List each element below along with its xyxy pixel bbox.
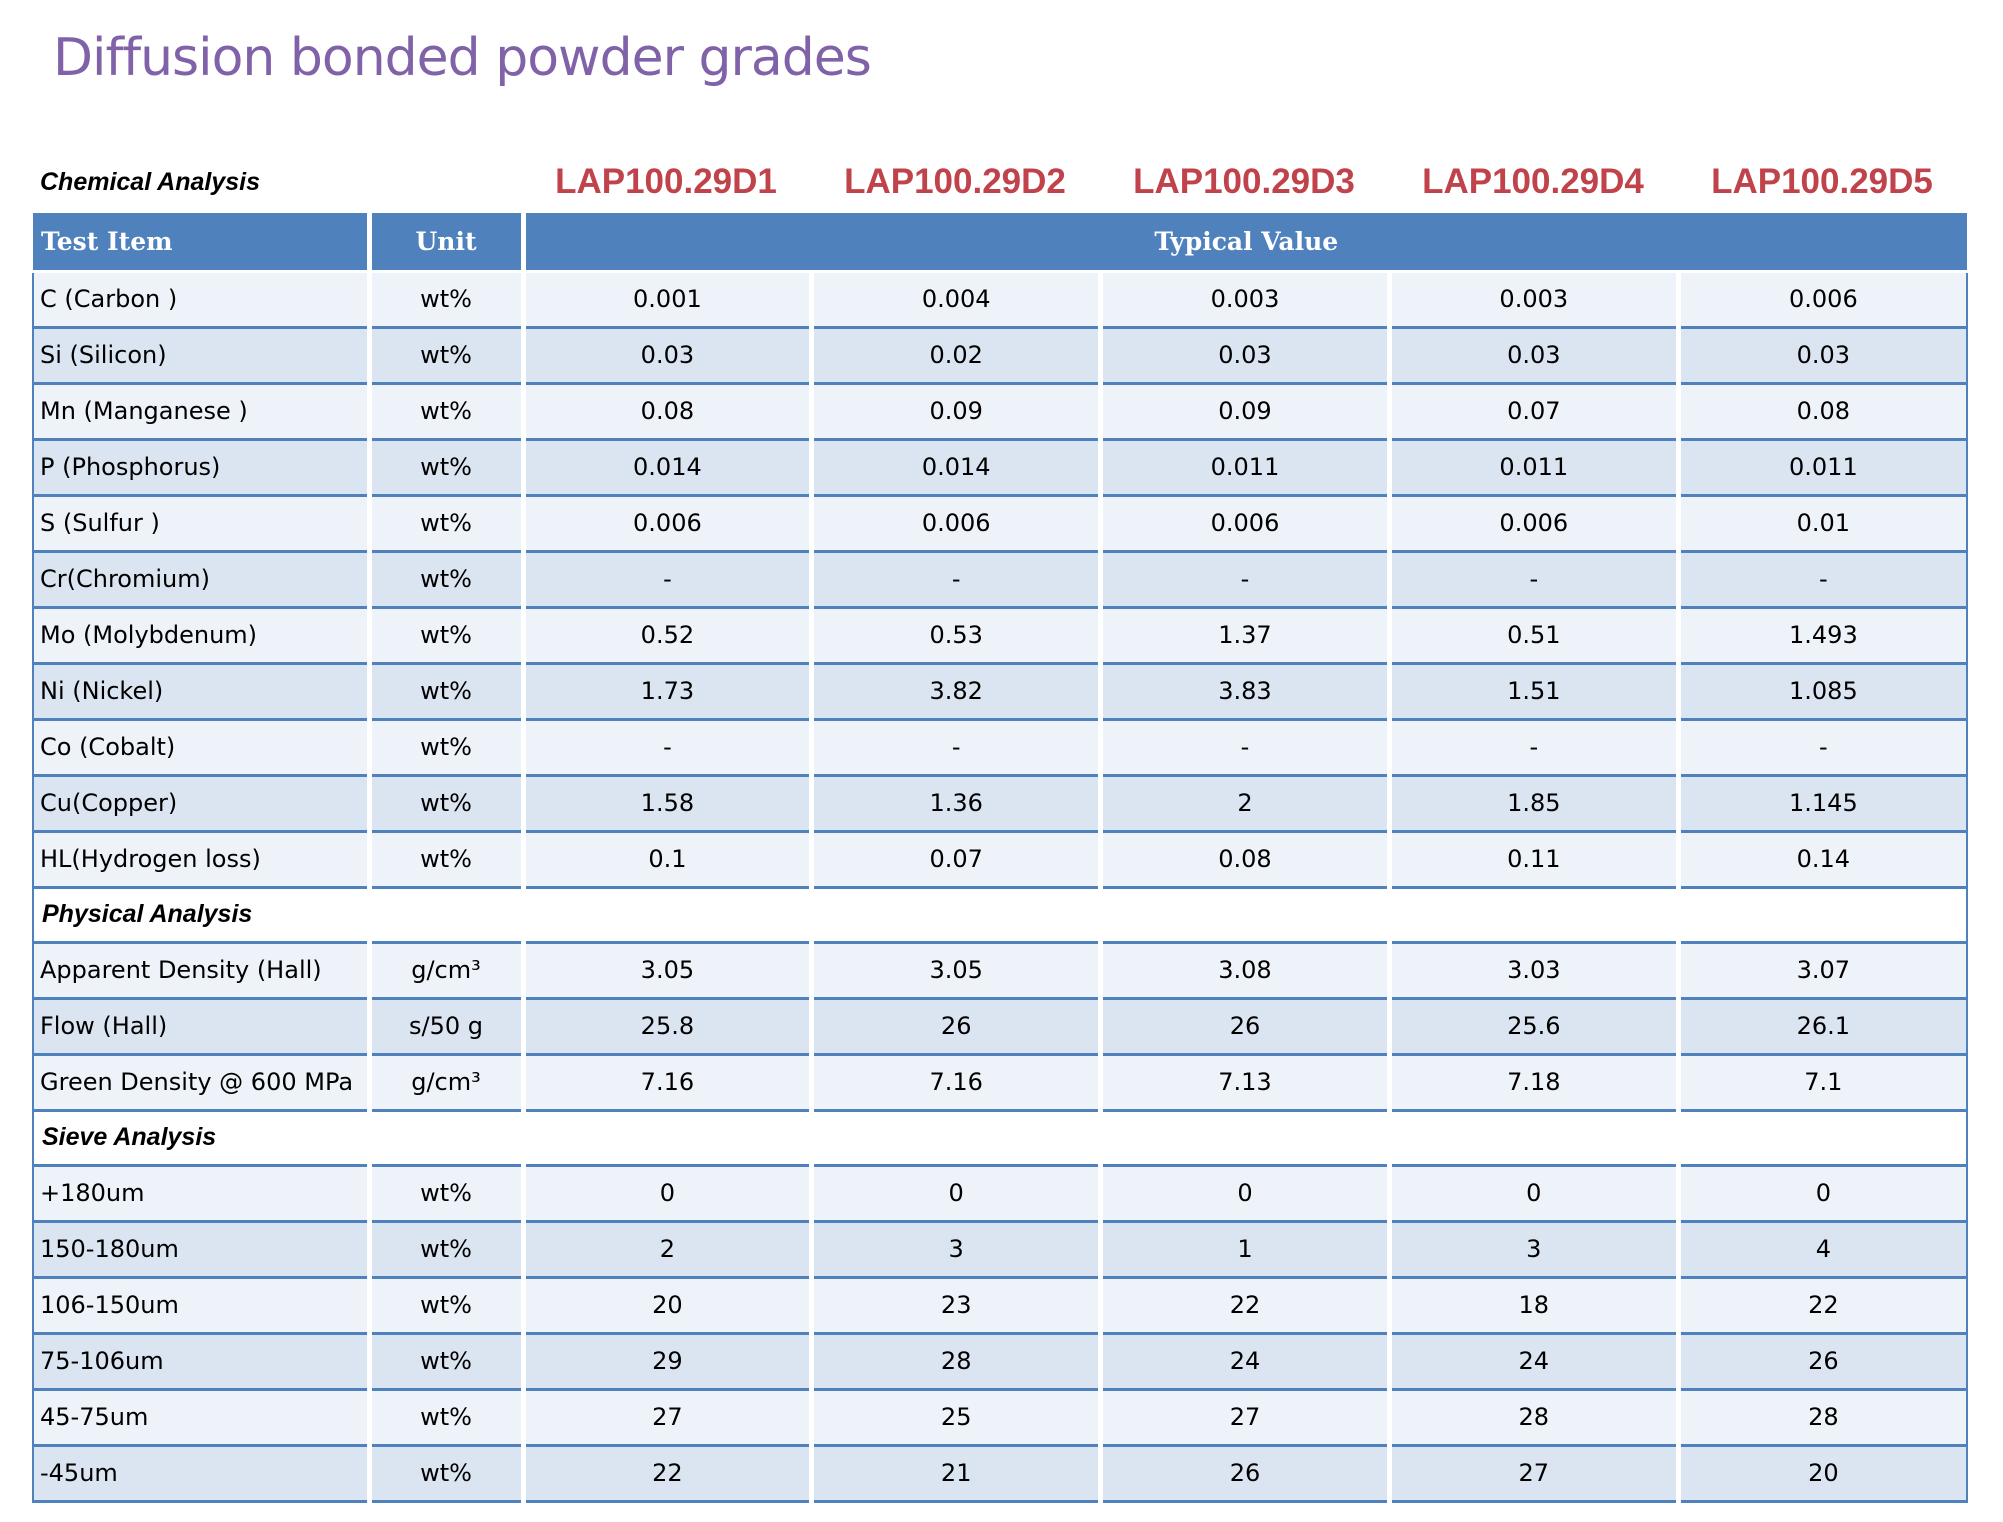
value-cell-d5: 1.493 — [1678, 607, 1967, 663]
value-cell-d1: 2 — [523, 1221, 812, 1277]
value-cell-d3: 0 — [1101, 1165, 1390, 1221]
test-item-cell: Green Density @ 600 MPa — [33, 1054, 369, 1110]
value-cell-d2: 25 — [812, 1389, 1101, 1445]
value-cell-d2: 0.53 — [812, 607, 1101, 663]
value-cell-d5: 20 — [1678, 1445, 1967, 1501]
value-cell-d5: 22 — [1678, 1277, 1967, 1333]
test-item-cell: Flow (Hall) — [33, 998, 369, 1054]
value-cell-d3: 0.08 — [1101, 831, 1390, 887]
value-cell-d4: 1.85 — [1389, 775, 1678, 831]
value-cell-d3: - — [1101, 551, 1390, 607]
data-table-container — [32, 213, 1966, 1503]
powder-grades-table — [32, 213, 1968, 1503]
value-cell-d1: 1.58 — [523, 775, 812, 831]
value-cell-d1: 20 — [523, 1277, 812, 1333]
value-cell-d1: 1.73 — [523, 663, 812, 719]
table-row — [33, 551, 1967, 607]
value-cell-d1: 29 — [523, 1333, 812, 1389]
value-cell-d4: 0.006 — [1389, 495, 1678, 551]
value-cell-d4: 3.03 — [1389, 942, 1678, 998]
value-cell-d3: 0.09 — [1101, 383, 1390, 439]
grade-header-d2: LAP100.29D2 — [844, 162, 1066, 201]
value-cell-d1: 0.08 — [523, 383, 812, 439]
value-cell-d4: 0.11 — [1389, 831, 1678, 887]
unit-cell: wt% — [369, 271, 523, 327]
value-cell-d4: 27 — [1389, 1445, 1678, 1501]
table-row — [33, 1054, 1967, 1110]
value-cell-d2: 23 — [812, 1277, 1101, 1333]
header-unit: Unit — [369, 213, 523, 271]
value-cell-d3: 0.011 — [1101, 439, 1390, 495]
table-row — [33, 327, 1967, 383]
value-cell-d4: 24 — [1389, 1333, 1678, 1389]
value-cell-d4: - — [1389, 719, 1678, 775]
value-cell-d2: 0.07 — [812, 831, 1101, 887]
test-item-cell: HL(Hydrogen loss) — [33, 831, 369, 887]
value-cell-d3: 0.006 — [1101, 495, 1390, 551]
unit-cell: wt% — [369, 495, 523, 551]
test-item-cell: 106-150um — [33, 1277, 369, 1333]
table-row — [33, 719, 1967, 775]
table-row — [33, 439, 1967, 495]
value-cell-d3: 0.003 — [1101, 271, 1390, 327]
unit-cell: g/cm³ — [369, 942, 523, 998]
table-row — [33, 775, 1967, 831]
value-cell-d1: 0.001 — [523, 271, 812, 327]
value-cell-d2: 21 — [812, 1445, 1101, 1501]
value-cell-d4: - — [1389, 551, 1678, 607]
value-cell-d5: 1.085 — [1678, 663, 1967, 719]
value-cell-d3: 24 — [1101, 1333, 1390, 1389]
value-cell-d3: 1.37 — [1101, 607, 1390, 663]
value-cell-d3: 3.83 — [1101, 663, 1390, 719]
unit-cell: s/50 g — [369, 998, 523, 1054]
value-cell-d1: 22 — [523, 1445, 812, 1501]
value-cell-d1: 27 — [523, 1389, 812, 1445]
value-cell-d2: 7.16 — [812, 1054, 1101, 1110]
test-item-cell: 45-75um — [33, 1389, 369, 1445]
value-cell-d2: 0.014 — [812, 439, 1101, 495]
value-cell-d5: 3.07 — [1678, 942, 1967, 998]
value-cell-d4: 28 — [1389, 1389, 1678, 1445]
value-cell-d3: 1 — [1101, 1221, 1390, 1277]
value-cell-d2: 0.02 — [812, 327, 1101, 383]
value-cell-d2: 0.09 — [812, 383, 1101, 439]
value-cell-d2: - — [812, 719, 1101, 775]
unit-cell: wt% — [369, 551, 523, 607]
value-cell-d4: 0.011 — [1389, 439, 1678, 495]
table-body — [33, 271, 1967, 1501]
value-cell-d3: - — [1101, 719, 1390, 775]
unit-cell: g/cm³ — [369, 1054, 523, 1110]
value-cell-d2: 0 — [812, 1165, 1101, 1221]
grade-header-d5: LAP100.29D5 — [1711, 162, 1933, 201]
value-cell-d1: - — [523, 719, 812, 775]
value-cell-d3: 26 — [1101, 998, 1390, 1054]
value-cell-d4: 18 — [1389, 1277, 1678, 1333]
grade-header-d4: LAP100.29D4 — [1422, 162, 1644, 201]
value-cell-d2: 3 — [812, 1221, 1101, 1277]
sieve-analysis-section — [33, 1110, 1967, 1165]
value-cell-d4: 0.07 — [1389, 383, 1678, 439]
value-cell-d5: 26 — [1678, 1333, 1967, 1389]
test-item-cell: Cr(Chromium) — [33, 551, 369, 607]
test-item-cell: C (Carbon ) — [33, 271, 369, 327]
test-item-cell: 150-180um — [33, 1221, 369, 1277]
value-cell-d4: 0 — [1389, 1165, 1678, 1221]
value-cell-d3: 3.08 — [1101, 942, 1390, 998]
value-cell-d4: 25.6 — [1389, 998, 1678, 1054]
unit-cell: wt% — [369, 719, 523, 775]
table-row — [33, 942, 1967, 998]
value-cell-d2: 0.006 — [812, 495, 1101, 551]
value-cell-d4: 7.18 — [1389, 1054, 1678, 1110]
unit-cell: wt% — [369, 831, 523, 887]
unit-cell: wt% — [369, 775, 523, 831]
unit-cell: wt% — [369, 1221, 523, 1277]
test-item-cell: Apparent Density (Hall) — [33, 942, 369, 998]
value-cell-d5: 1.145 — [1678, 775, 1967, 831]
test-item-cell: P (Phosphorus) — [33, 439, 369, 495]
test-item-cell: Mo (Molybdenum) — [33, 607, 369, 663]
value-cell-d3: 7.13 — [1101, 1054, 1390, 1110]
value-cell-d1: - — [523, 551, 812, 607]
value-cell-d3: 27 — [1101, 1389, 1390, 1445]
unit-cell: wt% — [369, 1445, 523, 1501]
table-row — [33, 1221, 1967, 1277]
test-item-cell: -45um — [33, 1445, 369, 1501]
sieve-analysis-section-label: Sieve Analysis — [33, 1110, 1967, 1165]
table-row — [33, 831, 1967, 887]
table-row — [33, 607, 1967, 663]
value-cell-d3: 26 — [1101, 1445, 1390, 1501]
value-cell-d3: 0.03 — [1101, 327, 1390, 383]
value-cell-d5: 0.006 — [1678, 271, 1967, 327]
test-item-cell: Ni (Nickel) — [33, 663, 369, 719]
value-cell-d1: 0.03 — [523, 327, 812, 383]
value-cell-d4: 0.003 — [1389, 271, 1678, 327]
value-cell-d5: 4 — [1678, 1221, 1967, 1277]
unit-cell: wt% — [369, 1277, 523, 1333]
test-item-cell: Mn (Manganese ) — [33, 383, 369, 439]
value-cell-d5: - — [1678, 551, 1967, 607]
value-cell-d1: 7.16 — [523, 1054, 812, 1110]
value-cell-d4: 3 — [1389, 1221, 1678, 1277]
value-cell-d4: 0.51 — [1389, 607, 1678, 663]
value-cell-d2: 3.82 — [812, 663, 1101, 719]
value-cell-d5: 0.14 — [1678, 831, 1967, 887]
value-cell-d5: 0.08 — [1678, 383, 1967, 439]
value-cell-d1: 3.05 — [523, 942, 812, 998]
table-row — [33, 663, 1967, 719]
value-cell-d2: 1.36 — [812, 775, 1101, 831]
value-cell-d2: 3.05 — [812, 942, 1101, 998]
value-cell-d5: 0 — [1678, 1165, 1967, 1221]
unit-cell: wt% — [369, 327, 523, 383]
grade-header-d1: LAP100.29D1 — [555, 162, 777, 201]
unit-cell: wt% — [369, 383, 523, 439]
test-item-cell: 75-106um — [33, 1333, 369, 1389]
table-header-row — [33, 213, 1967, 271]
value-cell-d2: - — [812, 551, 1101, 607]
physical-analysis-section-label: Physical Analysis — [33, 887, 1967, 942]
header-typical-value: Typical Value — [523, 213, 1967, 271]
table-row — [33, 271, 1967, 327]
table-row — [33, 1333, 1967, 1389]
chemical-analysis-label: Chemical Analysis — [40, 168, 261, 196]
test-item-cell: Si (Silicon) — [33, 327, 369, 383]
test-item-cell: Cu(Copper) — [33, 775, 369, 831]
unit-cell: wt% — [369, 1389, 523, 1445]
unit-cell: wt% — [369, 1165, 523, 1221]
table-row — [33, 383, 1967, 439]
test-item-cell: Co (Cobalt) — [33, 719, 369, 775]
test-item-cell: S (Sulfur ) — [33, 495, 369, 551]
value-cell-d5: - — [1678, 719, 1967, 775]
unit-cell: wt% — [369, 1333, 523, 1389]
value-cell-d2: 26 — [812, 998, 1101, 1054]
physical-analysis-section — [33, 887, 1967, 942]
value-cell-d4: 0.03 — [1389, 327, 1678, 383]
page-title: Diffusion bonded powder grades — [53, 28, 871, 88]
value-cell-d3: 2 — [1101, 775, 1390, 831]
unit-cell: wt% — [369, 439, 523, 495]
value-cell-d1: 0.014 — [523, 439, 812, 495]
value-cell-d1: 0.1 — [523, 831, 812, 887]
value-cell-d5: 0.01 — [1678, 495, 1967, 551]
value-cell-d5: 0.011 — [1678, 439, 1967, 495]
unit-cell: wt% — [369, 607, 523, 663]
value-cell-d5: 0.03 — [1678, 327, 1967, 383]
table-row — [33, 1445, 1967, 1501]
value-cell-d1: 25.8 — [523, 998, 812, 1054]
grade-header-d3: LAP100.29D3 — [1133, 162, 1355, 201]
value-cell-d4: 1.51 — [1389, 663, 1678, 719]
value-cell-d1: 0 — [523, 1165, 812, 1221]
value-cell-d1: 0.006 — [523, 495, 812, 551]
table-row — [33, 1389, 1967, 1445]
unit-cell: wt% — [369, 663, 523, 719]
value-cell-d2: 28 — [812, 1333, 1101, 1389]
value-cell-d3: 22 — [1101, 1277, 1390, 1333]
value-cell-d2: 0.004 — [812, 271, 1101, 327]
table-row — [33, 495, 1967, 551]
value-cell-d5: 7.1 — [1678, 1054, 1967, 1110]
table-row — [33, 998, 1967, 1054]
value-cell-d5: 26.1 — [1678, 998, 1967, 1054]
table-row — [33, 1165, 1967, 1221]
table-row — [33, 1277, 1967, 1333]
value-cell-d5: 28 — [1678, 1389, 1967, 1445]
value-cell-d1: 0.52 — [523, 607, 812, 663]
test-item-cell: +180um — [33, 1165, 369, 1221]
header-test-item: Test Item — [33, 213, 369, 271]
